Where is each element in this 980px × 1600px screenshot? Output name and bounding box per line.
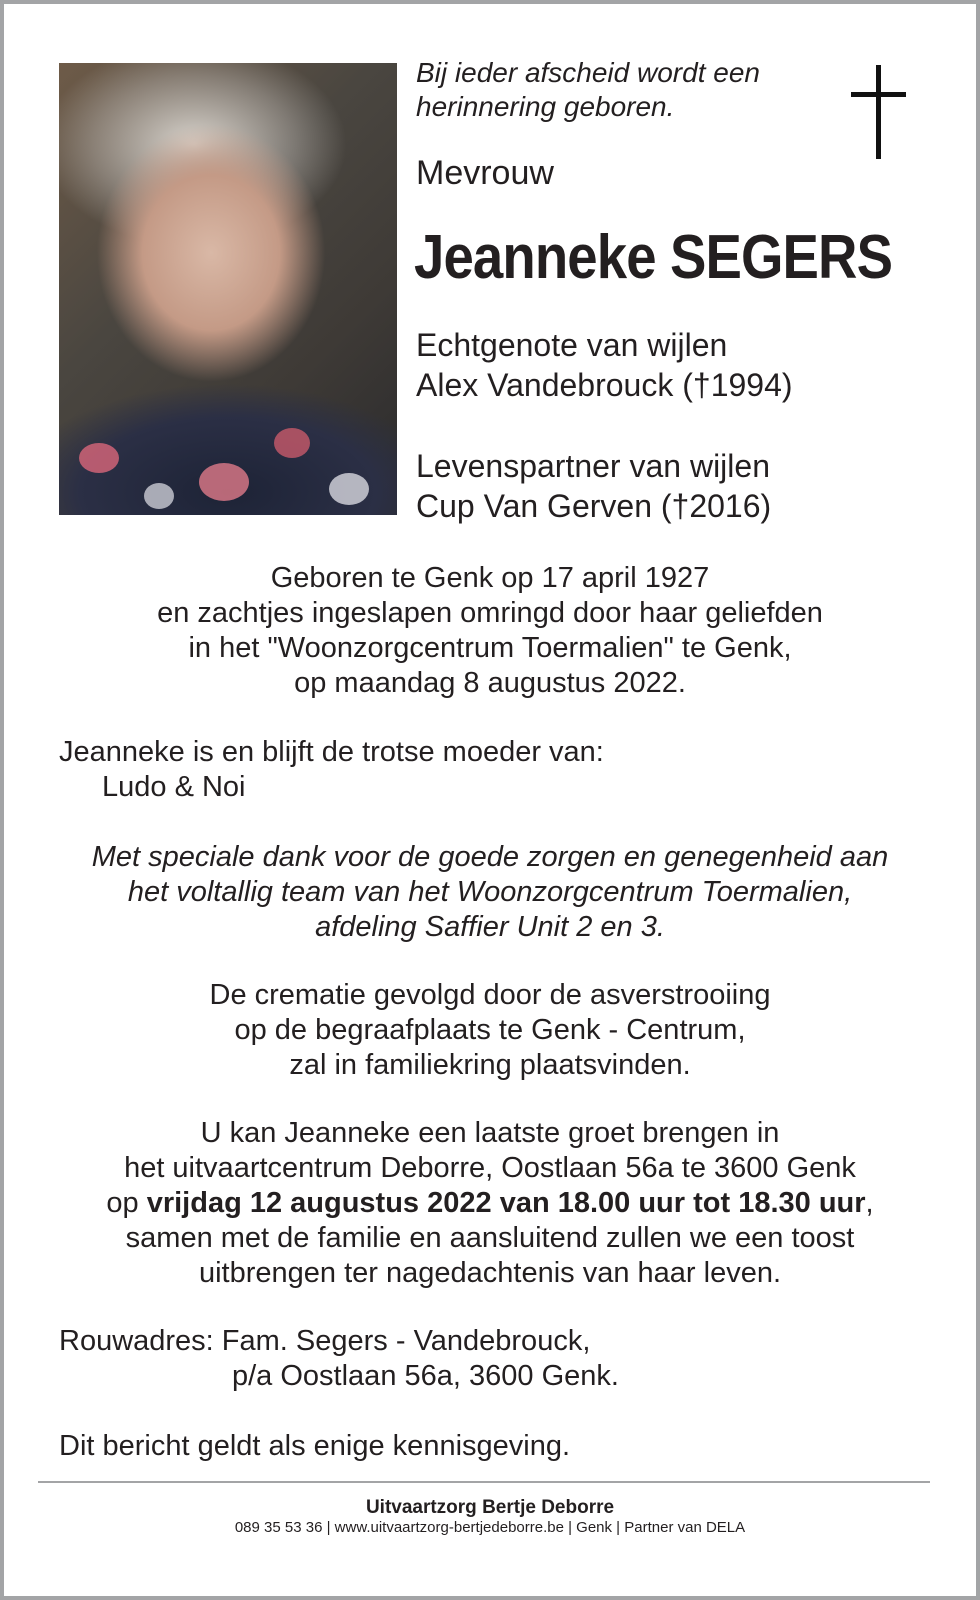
funeral-home-name: Uitvaartzorg Bertje Deborre — [365, 1497, 615, 1518]
text-line: en zachtjes ingeslapen omringd door haar geliefden — [157, 597, 823, 629]
text-line: zal in familiekring plaatsvinden. — [289, 1049, 691, 1081]
relation-partner — [416, 446, 771, 526]
quote — [416, 56, 760, 124]
visitation-date-line — [4, 1186, 976, 1221]
mourning-address-line-2: p/a Oostlaan 56a, 3600 Genk. — [232, 1360, 619, 1392]
relation-spouse — [416, 325, 793, 405]
obituary-card — [4, 4, 976, 1596]
text-line: samen met de familie en aansluitend zullen we een toost — [125, 1222, 855, 1254]
text-line: in het "Woonzorgcentrum Toermalien" te Genk, — [188, 632, 792, 664]
text: , — [865, 1187, 874, 1219]
visitation-info — [4, 1116, 976, 1291]
text-line: het voltallig team van het Woonzorgcentrum Toermalien, — [127, 876, 853, 908]
relation-spouse-name: Alex Vandebrouck (†1994) — [416, 367, 793, 403]
text-line: afdeling Saffier Unit 2 en 3. — [315, 911, 665, 943]
text-line: De crematie gevolgd door de asverstrooiing — [209, 979, 771, 1011]
birth-death-info — [4, 561, 976, 701]
portrait-photo — [59, 63, 397, 515]
visitation-date: vrijdag 12 augustus 2022 van 18.00 uur tot 18.30 uur — [146, 1187, 866, 1219]
footer-divider — [38, 1481, 930, 1483]
text-line: op maandag 8 augustus 2022. — [294, 667, 686, 699]
text-line: U kan Jeanneke een laatste groet brengen in — [200, 1117, 780, 1149]
thanks — [4, 840, 976, 945]
text-line: uitbrengen ter nagedachtenis van haar leven. — [198, 1257, 782, 1289]
mourning-address-line-1: Rouwadres: Fam. Segers - Vandebrouck, — [59, 1325, 591, 1357]
closing-note: Dit bericht geldt als enige kennisgeving. — [59, 1430, 571, 1462]
children: Ludo & Noi — [102, 771, 246, 803]
relation-spouse-label: Echtgenote van wijlen — [416, 327, 728, 363]
text-line: Met speciale dank voor de goede zorgen en genegenheid aan — [91, 841, 889, 873]
deceased-name: Jeanneke SEGERS — [414, 223, 893, 292]
cremation-info — [4, 978, 976, 1083]
cross-icon — [851, 65, 906, 159]
honorific: Mevrouw — [416, 154, 554, 192]
relation-partner-name: Cup Van Gerven (†2016) — [416, 488, 772, 524]
quote-line-1: Bij ieder afscheid wordt een — [416, 57, 760, 88]
quote-line-2: herinnering geboren. — [416, 91, 675, 122]
funeral-home-details: 089 35 53 36 | www.uitvaartzorg-bertjedeborre.be | Genk | Partner van DELA — [234, 1519, 746, 1536]
mother-intro: Jeanneke is en blijft de trotse moeder van: — [59, 736, 604, 768]
relation-partner-label: Levenspartner van wijlen — [416, 448, 770, 484]
text-line: op de begraafplaats te Genk - Centrum, — [234, 1014, 746, 1046]
text: op — [106, 1187, 147, 1219]
text-line: Geboren te Genk op 17 april 1927 — [270, 562, 710, 594]
text-line: het uitvaartcentrum Deborre, Oostlaan 56a te 3600 Genk — [124, 1152, 856, 1184]
